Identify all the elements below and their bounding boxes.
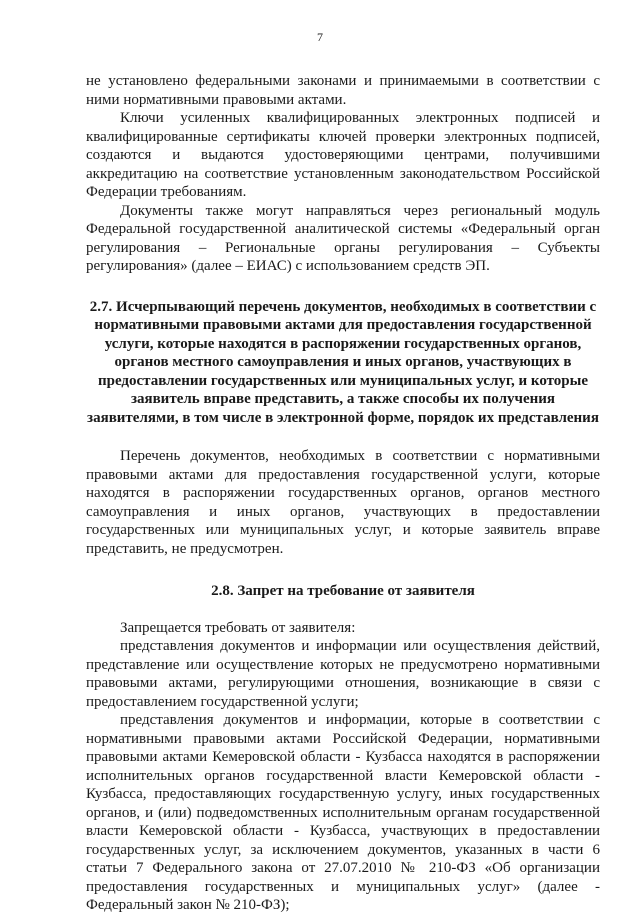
- paragraph-eias: Документы также могут направляться через региональный модуль Федеральной государственной аналитической системы «Федеральный орган регулирования – Региональные органы регулирования – Субъекты регулирования» (далее – ЕИАС) с использованием средств ЭП.: [86, 202, 600, 274]
- paragraph-signature-keys: Ключи усиленных квалифицированных электронных подписей и квалифицированные сертификаты ключей проверки электронных подписей, создаются и выдаются удостоверяющими центрами, получившими аккредитацию на соответствие установленным законодательством Российской Федерации требованиям.: [86, 110, 600, 200]
- section-2-7-body: Перечень документов, необходимых в соответствии с нормативными правовыми актами для предоставления государственной услуги, которые находятся в распоряжении государственных органов, органов местного самоуправления и иных органов, участвующих в предоставлении государственных или муниципальных услуг, и которые заявитель вправе представить, не предусмотрен.: [86, 448, 600, 557]
- section-2-8-heading: 2.8. Запрет на требование от заявителя: [211, 583, 475, 599]
- section-2-8-item-1: представления документов и информации или осуществления действий, представление или осуществление которых не предусмотрено нормативными правовыми актами, регулирующими отношения, возникающие в связи с предоставлением государственной услуги;: [86, 638, 600, 710]
- paragraph-continuation: не установлено федеральными законами и принимаемыми в соответствии с ними нормативными правовыми актами.: [86, 73, 600, 108]
- section-2-8-item-2: представления документов и информации, которые в соответствии с нормативными правовыми актами Российской Федерации, нормативными правовыми актами Кемеровской области - Кузбасса находятся в распоряжении исполнительных органов государственной власти Кемеровской области - Кузбасса, предоставляющих государственную услугу, иных государственных органов, и (или) подведомственных исполнительным органам государственной власти Кемеровской области - Кузбасса, участвующих в предоставлении государственных услуг, за исключением документов, указанных в части 6 статьи 7 Федерального закона от 27.07.2010 № 210-ФЗ «Об организации предоставления государственных и муниципальных услуг» (далее - Федеральный закон № 210-ФЗ);: [86, 712, 600, 913]
- document-body: [86, 72, 600, 915]
- section-2-8-intro: Запрещается требовать от заявителя:: [120, 619, 356, 636]
- section-2-7-heading: 2.7. Исчерпывающий перечень документов, необходимых в соответствии с нормативными правовыми актами для предоставления государственной услуги, которые находятся в распоряжении государственных органов, органов местного самоуправления и иных органов, участвующих в предоставлении государственных или муниципальных услуг, и которые заявитель вправе представить, а также способы их получения заявителями, в том числе в электронной форме, порядок их представления: [87, 298, 599, 426]
- page-number: 7: [317, 30, 323, 44]
